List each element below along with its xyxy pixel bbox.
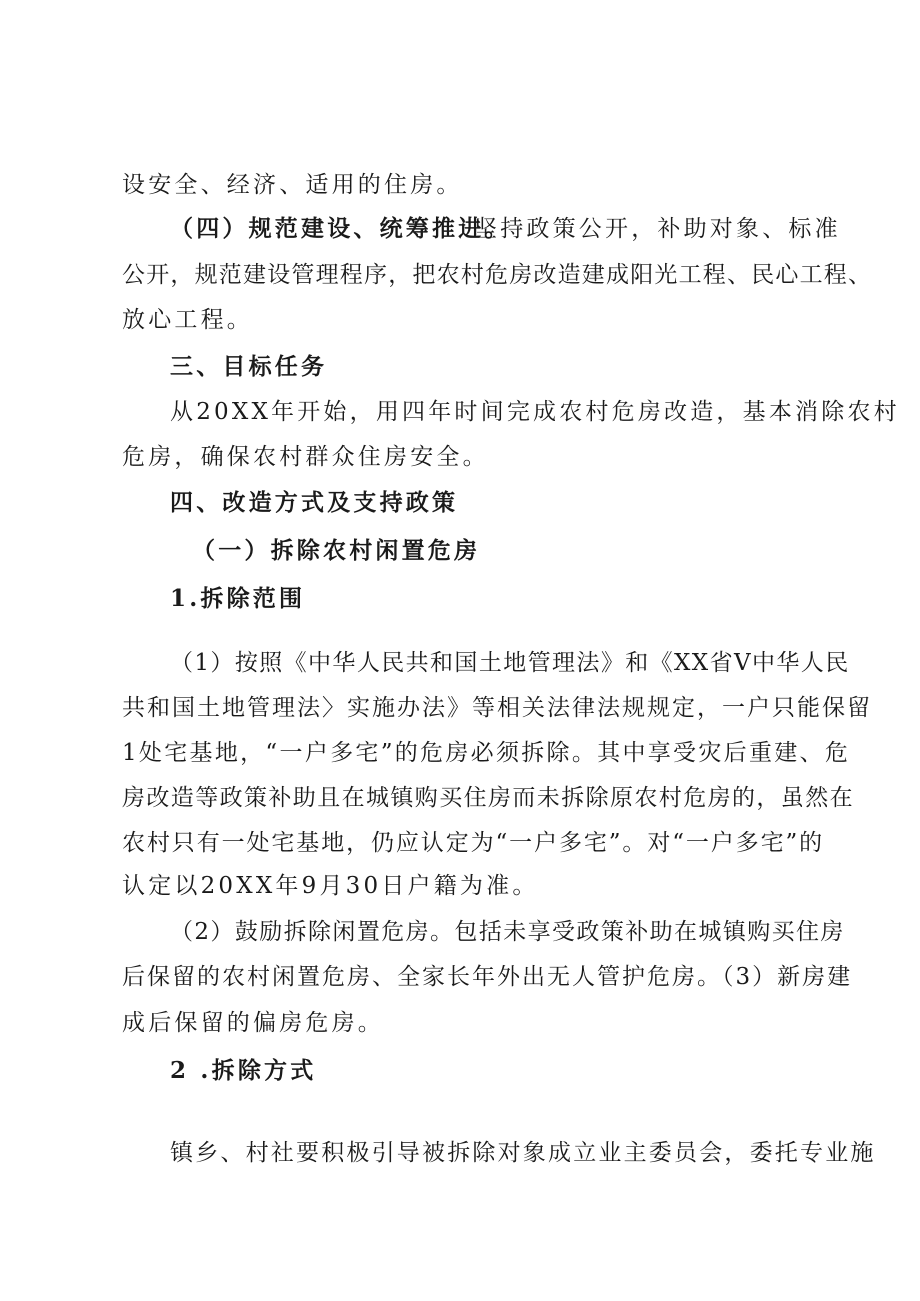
text-line: 成后保留的偏房危房。 [122,1010,384,1036]
text-line: （2）鼓励拆除闲置危房。包括未享受政策补助在城镇购买住房 [170,919,845,945]
text-line: 坚持政策公开，补助对象、标准 [474,216,841,242]
text-line: 公开，规范建设管理程序，把农村危房改造建成阳光工程、民心工程、 [122,262,873,288]
text-line: 房改造等政策补助且在城镇购买住房而未拆除原农村危房的，虽然在 [122,785,854,811]
text-line: 农村只有一处宅基地，仍应认定为“一户多宅”。对“一户多宅”的 [122,830,825,856]
subsection-heading: 2 .拆除方式 [170,1057,317,1084]
section-heading: （四）规范建设、统筹推进。 [170,215,511,242]
text-line: 后保留的农村闲置危房、全家长年外出无人管护危房。（3）新房建 [122,964,853,990]
section-heading: 四、改造方式及支持政策 [170,489,459,516]
text-line: 1处宅基地，“一户多宅”的危房必须拆除。其中享受灾后重建、危 [122,740,851,766]
subsection-heading: （一）拆除农村闲置危房 [192,537,481,564]
text-line: 认定以20XX年9月30日户籍为准。 [122,873,539,899]
text-line: （1）按照《中华人民共和国土地管理法》和《XX省V中华人民 [170,650,850,676]
text-line: 从20XX年开始，用四年时间完成农村危房改造，基本消除农村 [170,399,900,425]
text-line: 镇乡、村社要积极引导被拆除对象成立业主委员会，委托专业施 [170,1140,876,1166]
text-line: 共和国土地管理法〉实施办法》等相关法律法规规定，一户只能保留 [122,695,872,721]
text-line: 放心工程。 [122,307,253,333]
text-line: 危房，确保农村群众住房安全。 [122,444,489,470]
text-line: 设安全、经济、适用的住房。 [122,172,463,198]
subsection-heading: 1.拆除范围 [170,585,306,612]
section-heading: 三、目标任务 [170,353,328,380]
